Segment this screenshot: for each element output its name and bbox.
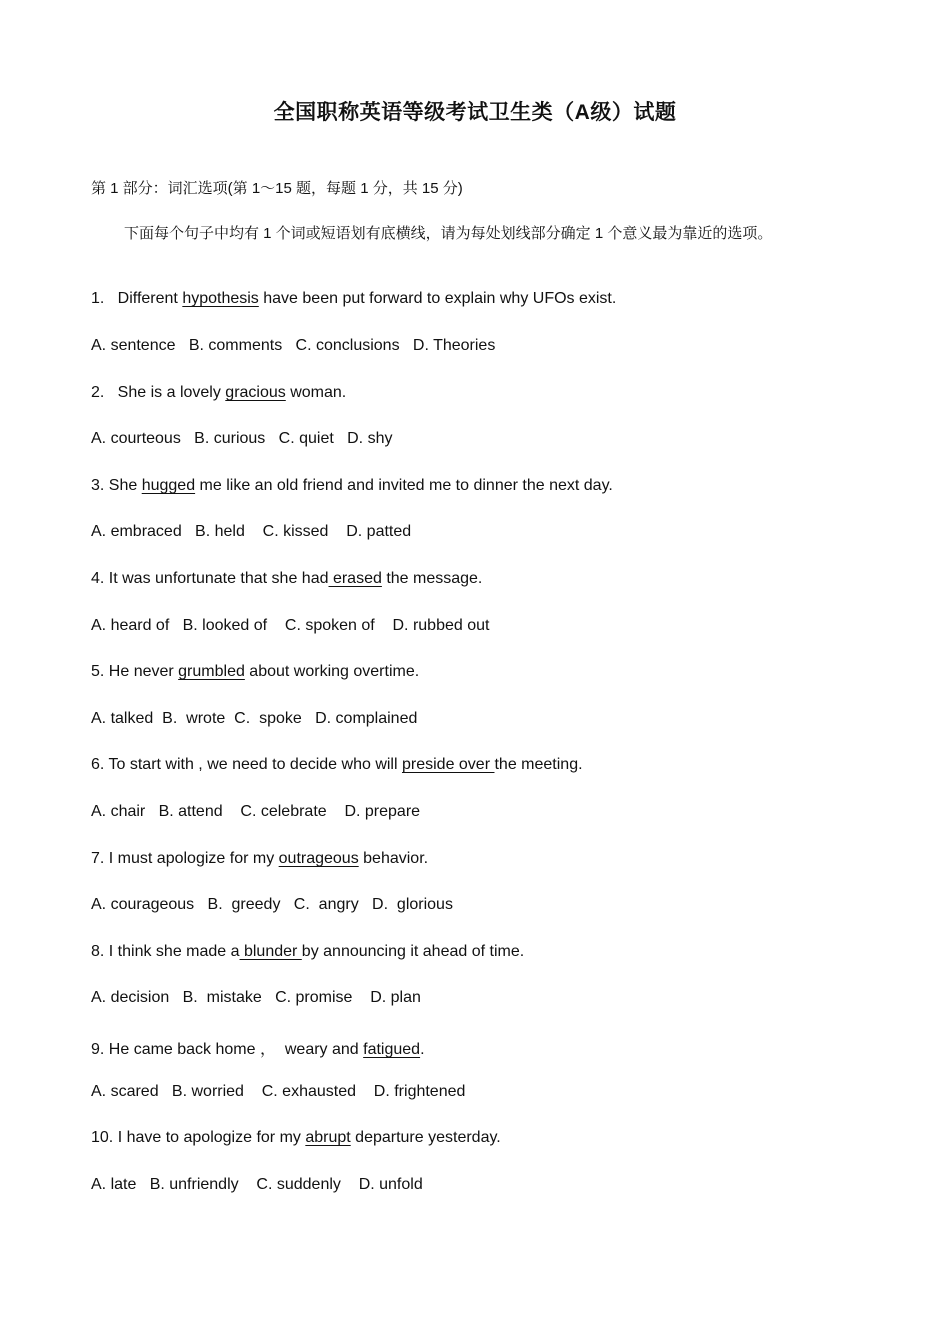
question-text: behavior. xyxy=(358,850,429,867)
options-8: A. decision B. mistake C. promise D. plan xyxy=(91,989,421,1006)
question-6 xyxy=(91,756,583,774)
underlined-word: hypothesis xyxy=(182,290,259,307)
underlined-word: fatigued xyxy=(363,1041,421,1058)
instructions-text: 下面每个句子中均有 1 个词或短语划有底横线，请为每处划线部分确定 1 个意义最为靠近的选项。 xyxy=(124,225,773,242)
question-text: the message. xyxy=(381,570,483,587)
question-text: 3. She xyxy=(91,477,142,494)
underlined-word: preside over xyxy=(401,756,495,773)
question-text: departure yesterday. xyxy=(350,1129,501,1146)
underlined-word: hugged xyxy=(141,477,196,494)
options-7: A. courageous B. greedy C. angry D. glorious xyxy=(91,896,453,913)
question-text: 8. I think she made a xyxy=(91,943,240,960)
question-text: woman. xyxy=(285,384,347,401)
options-6: A. chair B. attend C. celebrate D. prepare xyxy=(91,803,421,820)
question-text: have been put forward to explain why UFOs exist. xyxy=(258,290,617,307)
options-2: A. courteous B. curious C. quiet D. shy xyxy=(91,430,393,447)
underlined-word: outrageous xyxy=(278,850,359,867)
question-text: . xyxy=(420,1041,425,1058)
options-4: A. heard of B. looked of C. spoken of D. rubbed out xyxy=(91,617,490,634)
options-10: A. late B. unfriendly C. suddenly D. unfold xyxy=(91,1176,423,1193)
underlined-word: blunder xyxy=(239,943,302,960)
question-10 xyxy=(91,1129,501,1147)
question-text: 7. I must apologize for my xyxy=(91,850,279,867)
underlined-word: grumbled xyxy=(178,663,245,680)
question-text: 5. He never xyxy=(91,663,179,680)
options-9: A. scared B. worried C. exhausted D. frightened xyxy=(91,1083,466,1100)
question-text: by announcing it ahead of time. xyxy=(301,943,525,960)
question-5 xyxy=(91,663,419,681)
question-text: the meeting. xyxy=(494,756,583,773)
underlined-word: gracious xyxy=(225,384,286,401)
question-text: me like an old friend and invited me to dinner the next day. xyxy=(195,477,613,494)
question-text: 9. He came back home ， weary and xyxy=(91,1041,364,1058)
question-text: 2. She is a lovely xyxy=(91,384,226,401)
document-title: 全国职称英语等级考试卫生类（A级）试题 xyxy=(273,101,677,124)
question-text: 10. I have to apologize for my xyxy=(91,1129,306,1146)
question-8 xyxy=(91,943,524,961)
options-1: A. sentence B. comments C. conclusions D. Theories xyxy=(91,337,496,354)
question-1 xyxy=(91,290,616,308)
options-3: A. embraced B. held C. kissed D. patted xyxy=(91,523,412,540)
question-text: 6. To start with , we need to decide who will xyxy=(91,756,402,773)
question-4 xyxy=(91,570,482,588)
question-text: 1. Different xyxy=(91,290,183,307)
underlined-word: erased xyxy=(328,570,382,587)
question-9 xyxy=(91,1036,425,1059)
options-5: A. talked B. wrote C. spoke D. complained xyxy=(91,710,418,727)
underlined-word: abrupt xyxy=(305,1129,351,1146)
question-3 xyxy=(91,477,613,495)
question-2 xyxy=(91,384,346,402)
question-text: 4. It was unfortunate that she had xyxy=(91,570,329,587)
question-7 xyxy=(91,850,428,868)
question-text: about working overtime. xyxy=(244,663,420,680)
section-heading: 第 1 部分：词汇选项(第 1～15 题，每题 1 分，共 15 分) xyxy=(91,180,463,197)
